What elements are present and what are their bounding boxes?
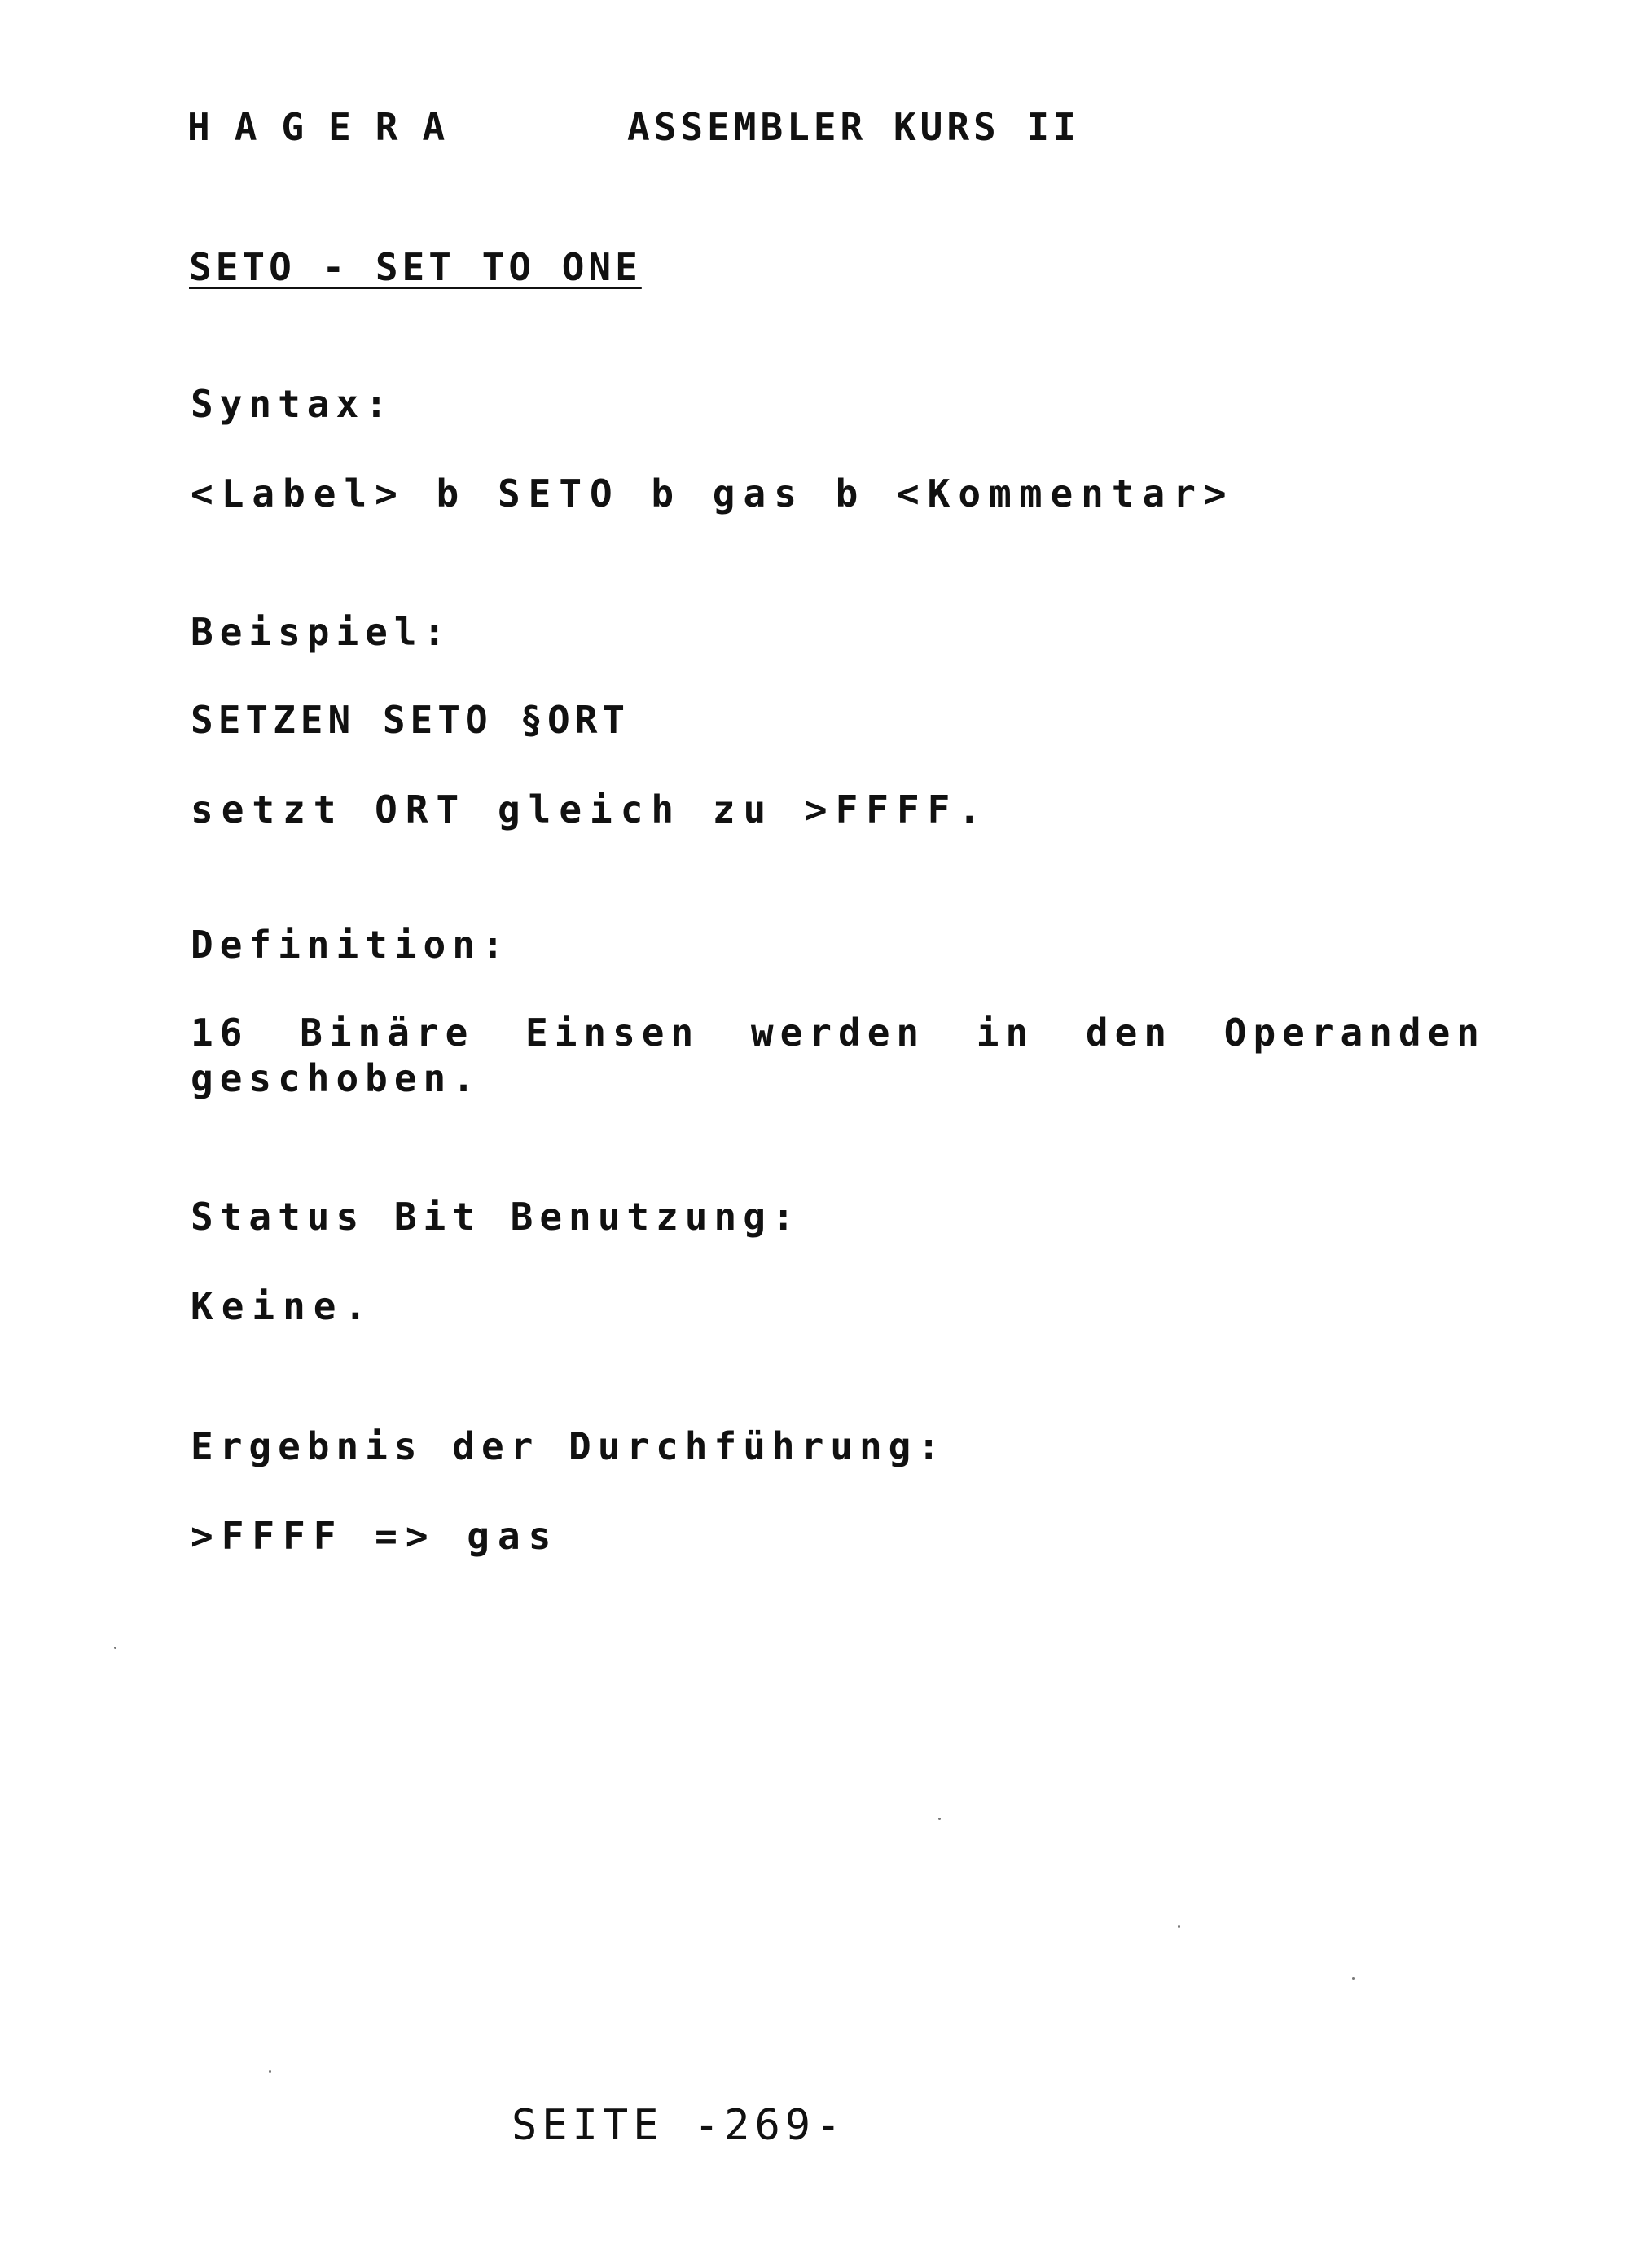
example-description: setzt ORT gleich zu >FFFF. [191,787,990,831]
status-bits-value: Keine. [191,1284,375,1328]
scan-speck [1178,1925,1180,1928]
scan-speck [1352,1977,1355,1980]
scan-speck [938,1818,941,1820]
result-value: >FFFF => gas [191,1514,560,1558]
instruction-heading: SETO - SET TO ONE [189,245,642,289]
example-code: SETZEN SETO §ORT [191,698,630,742]
scan-speck [269,2070,271,2073]
syntax-value: <Label> b SETO b gas b <Kommentar> [191,472,1235,515]
definition-label: Definition: [191,923,511,967]
definition-text: 16 Binäre Einsen werden in den Operanden geschoben. [191,1011,1486,1100]
example-label: Beispiel: [191,610,453,654]
syntax-label: Syntax: [191,382,394,426]
course-title: ASSEMBLER KURS II [627,105,1080,149]
result-label: Ergebnis der Durchführung: [191,1424,947,1468]
scan-speck [114,1647,116,1649]
page-number: SEITE -269- [512,2101,846,2150]
status-bits-label: Status Bit Benutzung: [191,1195,801,1239]
course-brand: HAGERA [187,105,470,149]
